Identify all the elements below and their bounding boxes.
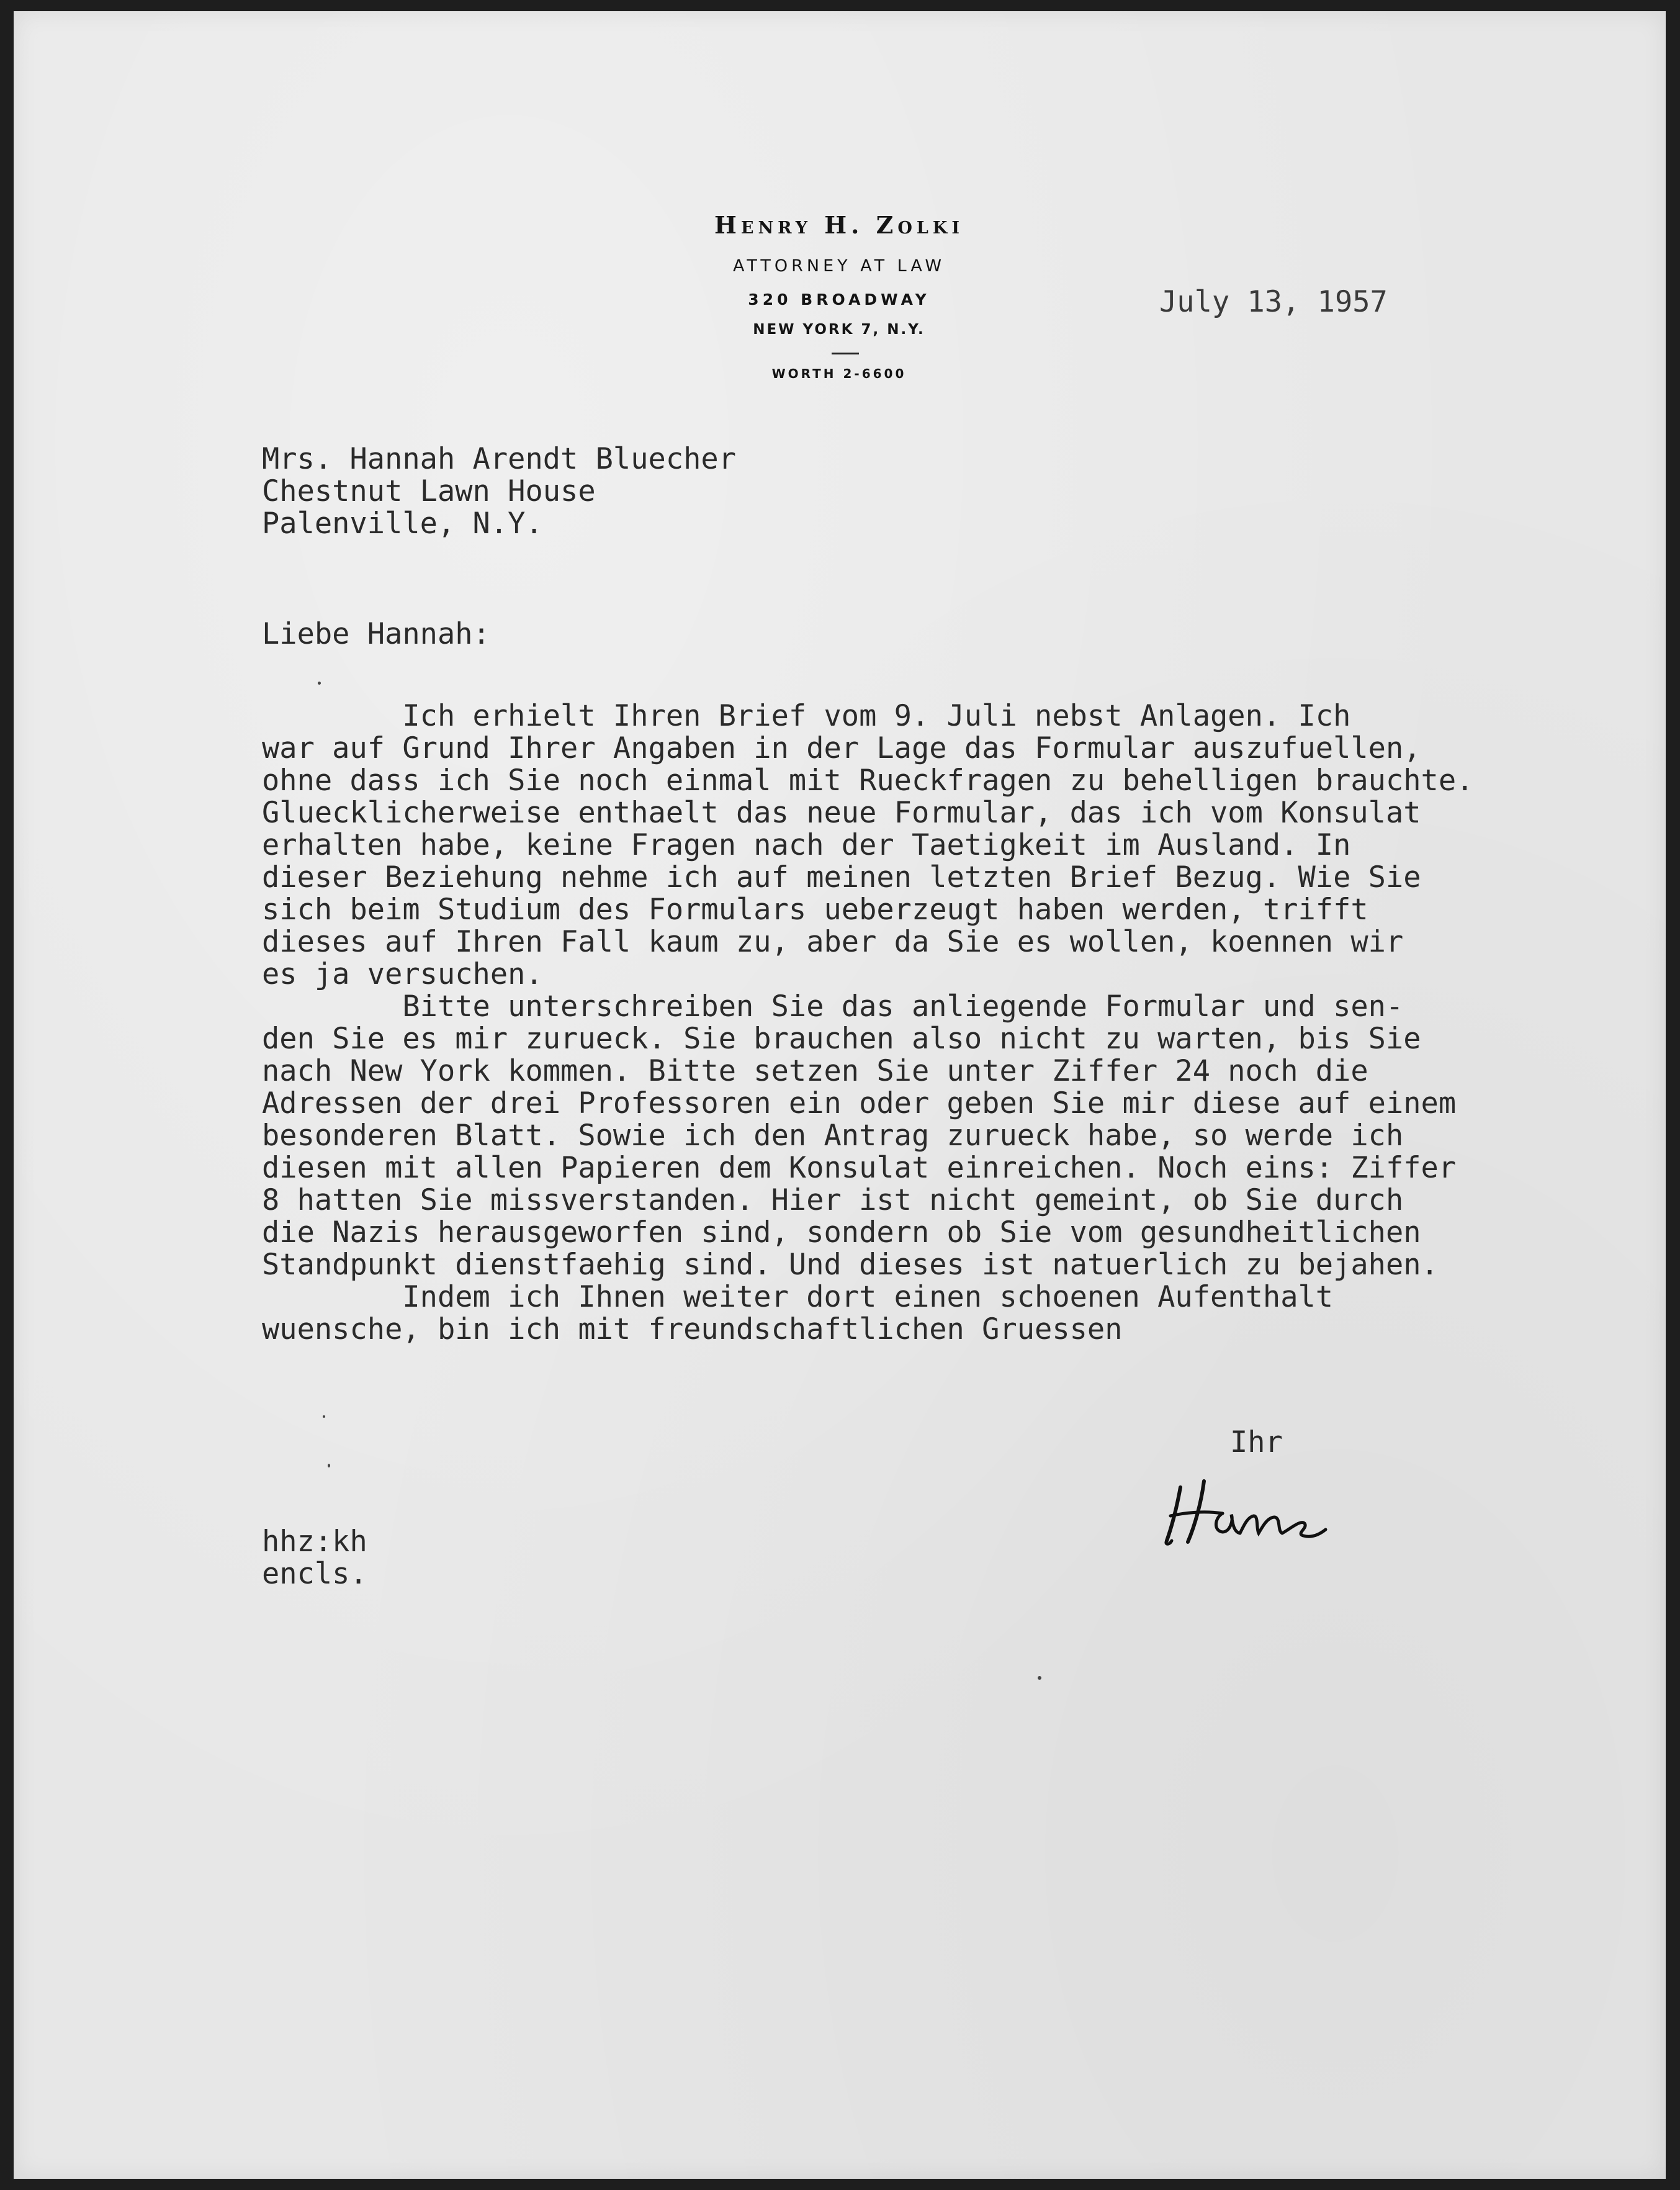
body-line: die Nazis herausgeworfen sind, sondern ob Sie vom gesundheitlichen [262, 1215, 1421, 1250]
body-line: diesen mit allen Papieren dem Konsulat einreichen. Noch eins: Ziffer [262, 1151, 1457, 1185]
salutation: Liebe Hannah: [262, 617, 490, 651]
complimentary-close: Ihr [1230, 1425, 1283, 1459]
body-line: es ja versuchen. [262, 957, 543, 991]
paper-speck [328, 1464, 330, 1467]
body-line: besonderen Blatt. Sowie ich den Antrag zurueck habe, so werde ich [262, 1119, 1404, 1153]
paper-speck [318, 682, 321, 685]
letterhead-title: ATTORNEY AT LAW [732, 256, 946, 276]
letterhead-city: NEW YORK 7, N.Y. [753, 322, 925, 338]
reference-initials: hhz:kh [262, 1525, 367, 1559]
letter-date: July 13, 1957 [1159, 285, 1388, 319]
body-line: Adressen der drei Professoren ein oder geben Sie mir diese auf einem [262, 1086, 1457, 1120]
body-line: 8 hatten Sie missverstanden. Hier ist nicht gemeint, ob Sie durch [262, 1183, 1404, 1217]
body-line: Bitte unterschreiben Sie das anliegende Formular und sen- [262, 989, 1404, 1024]
enclosures-note: encls. [262, 1557, 367, 1591]
letter-page [14, 11, 1666, 2179]
body-line: wuensche, bin ich mit freundschaftlichen Gruessen [262, 1312, 1123, 1346]
body-line: erhalten habe, keine Fragen nach der Taetigkeit im Ausland. In [262, 828, 1351, 862]
paper-speck [1038, 1676, 1041, 1680]
body-line: dieses auf Ihren Fall kaum zu, aber da Sie es wollen, koennen wir [262, 925, 1404, 959]
body-line: Standpunkt dienstfaehig sind. Und dieses ist natuerlich zu bejahen. [262, 1248, 1439, 1282]
letterhead-name: Henry H. Zolki [714, 211, 964, 239]
body-line: war auf Grund Ihrer Angaben in der Lage das Formular auszufuellen, [262, 731, 1421, 765]
letterhead-street: 320 BROADWAY [748, 291, 930, 309]
handwritten-signature [1163, 1476, 1343, 1551]
body-line: dieser Beziehung nehme ich auf meinen letzten Brief Bezug. Wie Sie [262, 860, 1421, 894]
body-line: Gluecklicherweise enthaelt das neue Formular, das ich vom Konsulat [262, 796, 1421, 830]
paper-speck [323, 1415, 325, 1418]
body-line: Indem ich Ihnen weiter dort einen schoenen Aufenthalt [262, 1280, 1334, 1314]
body-line: ohne dass ich Sie noch einmal mit Rueckfragen zu behelligen brauchte. [262, 764, 1474, 798]
letterhead-phone: WORTH 2-6600 [771, 366, 907, 381]
body-line: nach New York kommen. Bitte setzen Sie unter Ziffer 24 noch die [262, 1054, 1368, 1088]
recipient-street: Chestnut Lawn House [262, 474, 596, 508]
recipient-city: Palenville, N.Y. [262, 507, 543, 541]
body-line: Ich erhielt Ihren Brief vom 9. Juli nebst Anlagen. Ich [262, 699, 1351, 733]
body-line: den Sie es mir zurueck. Sie brauchen also nicht zu warten, bis Sie [262, 1022, 1421, 1056]
body-line: sich beim Studium des Formulars ueberzeugt haben werden, trifft [262, 893, 1368, 927]
recipient-name: Mrs. Hannah Arendt Bluecher [262, 442, 737, 476]
letterhead-divider [832, 353, 859, 354]
